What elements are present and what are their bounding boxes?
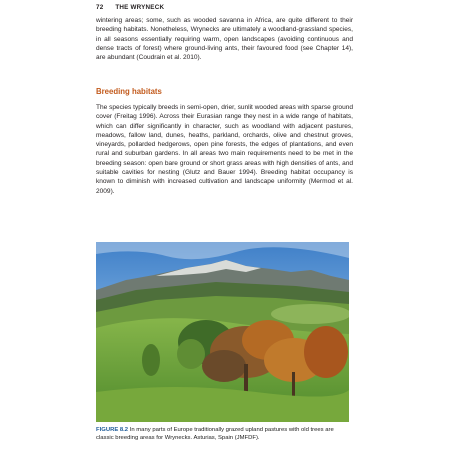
running-head [96, 4, 164, 11]
page-number: 72 [96, 4, 104, 11]
breeding-paragraph: The species typically breeds in semi-open, drier, sunlit wooded areas with sparse ground cover (Freitag 1996). Across their Eurasian range they nest in a wide range of habitats, which can differ significantly in character, such as woodland with adjacent pastures, meadows, fallow land, dunes, heaths, parkland, orchards, olive and chestnut groves, vineyards, pollarded hedgerows, open pine forests, the edges of plantations, and even rural and suburban gardens. In all areas two main requirements need to be met in the breeding season: open bare ground or short grass areas with high densities of ants, and suitable cavities for nesting (Glutz and Bauer 1994). Breeding habitat occupancy is known to diminish with increased cultivation and landscape uniformity (Mermod et al. 2009). [96, 104, 353, 195]
landscape-photo [96, 242, 349, 422]
figure-label: FIGURE 8.2 [96, 427, 129, 433]
figure-caption [96, 426, 353, 442]
intro-paragraph: wintering areas; some, such as wooded savanna in Africa, are quite different to their breeding habitats. Nonetheless, Wrynecks are ultimately a woodland-grassland species, in all seasons essentially requiring warm, open landscapes (avoiding continuous and dense tracts of forest) where ground-living ants, their favoured food (see Chapter 14), are abundant (Coudrain et al. 2010). [96, 17, 353, 62]
section-heading: Breeding habitats [96, 87, 162, 96]
figure-caption-text: In many parts of Europe traditionally grazed upland pastures with old trees are classic breeding areas for Wrynecks. Asturias, Spain (JMFDF). [96, 427, 334, 442]
book-title: THE WRYNECK [115, 4, 165, 11]
